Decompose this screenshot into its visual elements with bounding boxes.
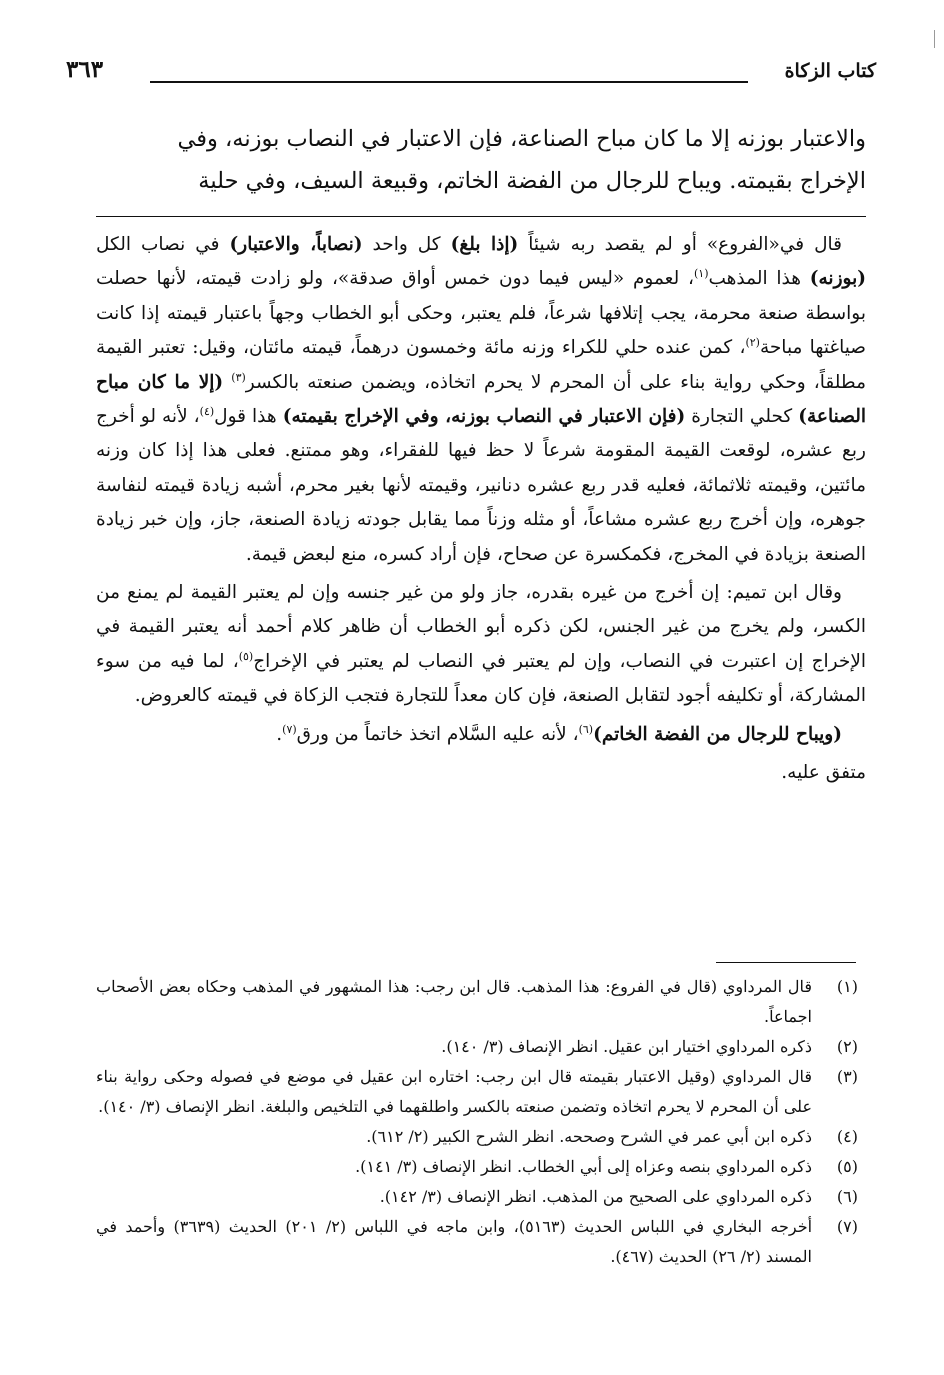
footnote-number: (٧) (836, 1217, 858, 1236)
commentary-run: ، لما فيه من سوء المشاركة، أو تكليفه أجود لتقابل الصنعة، فإن كان معداً للتجارة فتجب الزكاة في قيمته كالعروض. (96, 650, 866, 707)
footnotes (96, 972, 858, 1272)
footnote-ref[interactable]: (٧) (282, 722, 297, 736)
commentary-run: كحلي التجارة (685, 406, 799, 428)
footnote-number: (١) (836, 977, 858, 996)
commentary-run: ، لأنه لو أخرج ربع عشره، لوقعت القيمة المقومة شرعاً لا حظ فيها للفقراء، وهو ممتنع. فعلى هذا إذا كان وزنه مائتين، وقيمته ثلاثمائة، فعليه قدر ربع عشره دنانير، وقيمته لأنها بغير محرم، أشبه زيادة قيمته لنفاسة جوهره، وإن أخرج ربع عشره مشاعاً، أو مثله وزناً مما يقابل جودته زيادة الصنعة، جاز، وإن خبر زيادة الصنعة بزيادة في المخرج، فكمكسرة عن صحاح، فإن أراد كسره، منع لبعض قيمة. (96, 406, 866, 565)
matn-quote: (بوزنه) (809, 268, 866, 290)
footnote-item (96, 1182, 858, 1212)
commentary-run: في نصاب الكل (96, 234, 230, 255)
footnote-item (96, 1062, 858, 1122)
commentary-paragraph (96, 576, 866, 714)
matn-quote: (إلا ما كان مباح الصناعة) (96, 371, 867, 428)
commentary-run: ، كمن عنده حلي للكراء وزنه مائة وخمسون درهماً، قيمته مائتان، وقيل: تعتبر القيمة مطلقاً، وحكي رواية بناء على أن المحرم لا يحرم اتخاذه، ويضمن صنعته بالكسر (96, 337, 866, 393)
commentary-paragraph (96, 718, 866, 752)
footnote-number: (٤) (836, 1127, 858, 1146)
footnote-ref[interactable]: (٤) (199, 404, 215, 418)
footnote-text: قال المرداوي (وقيل الاعتبار بقيمته قال ابن رجب: اختاره ابن عقيل في موضع في فصوله وحكى رواية بناء على أن المحرم لا يحرم اتخاذه وتضمن صنعته بالكسر واطلقهما في التلخيص والبلغة. انظر الإنصاف (٣/ ١٤٠). (96, 1067, 812, 1116)
footnote-ref[interactable]: (٢) (745, 336, 760, 350)
commentary-run: . (276, 723, 283, 745)
footnote-ref[interactable]: (٦) (578, 722, 594, 736)
footnote-number: (٦) (836, 1187, 858, 1206)
footnote-text: أخرجه البخاري في اللباس الحديث (٥١٦٣)، وابن ماجه في اللباس (٢/ ٢٠١) الحديث (٣٦٣٩) وأحمد في المسند (٢/ ٢٦) الحديث (٤٦٧). (96, 1217, 813, 1266)
footnote-ref[interactable]: (١) (693, 267, 709, 281)
scan-edge-mark (934, 30, 935, 48)
footnote-number: (٣) (836, 1067, 858, 1086)
commentary-paragraph: متفق عليه. (781, 762, 866, 784)
page-header (66, 46, 876, 96)
commentary-run: قال في«الفروع» أو لم يقصد ربه شيئاً (518, 234, 842, 255)
commentary-run: وقال ابن تميم: إن أخرج من غيره بقدره، جاز ولو من غير جنسه وإن لم يعتبر القيمة لم يمنع من الكسر، ولم يخرج من غير الجنس، لكن ذكره أبو الخطاب أن ظاهر كلام أحمد أنه يعتبر القيمة في الإخراج إن اعتبرت في النصاب، وإن لم يعتبر في النصاب لم يعتبر في الإخراج (96, 582, 867, 672)
footnote-item (96, 972, 858, 1032)
footnote-text: ذكره المرداوي اختيار ابن عقيل. انظر الإنصاف (٣/ ١٤٠). (441, 1037, 812, 1056)
main-text-line: والاعتبار بوزنه إلا ما كان مباح الصناعة، فإن الاعتبار في النصاب بوزنه، وفي (177, 126, 866, 152)
commentary-run: ، لأنه عليه السَّلام اتخذ خاتماً من ورق (296, 723, 579, 745)
commentary-run: هذا المذهب (708, 268, 810, 290)
footnote-text: ذكره المرداوي بنصه وعزاه إلى أبي الخطاب. انظر الإنصاف (٣/ ١٤١). (355, 1157, 812, 1176)
matn-quote: (نصاباً، والاعتبار) (229, 234, 363, 255)
header-rule (150, 81, 748, 83)
footnote-text: قال المرداوي (قال في الفروع: هذا المذهب. قال ابن رجب: هذا المشهور في المذهب وحكاه بعض الأصحاب اجماعاً. (96, 977, 812, 1026)
commentary (96, 228, 866, 791)
main-text (96, 118, 866, 202)
footnote-item (96, 1032, 858, 1062)
matn-quote: (ويباح للرجال من الفضة الخاتم) (593, 723, 842, 745)
footnote-ref[interactable]: (٥) (238, 649, 254, 663)
footnote-item (96, 1212, 858, 1272)
matn-separator (96, 216, 866, 217)
chapter-title: كتاب الزكاة (784, 60, 876, 82)
commentary-run: هذا قول (214, 406, 283, 428)
footnote-item (96, 1152, 858, 1182)
footnote-number: (٥) (836, 1157, 858, 1176)
commentary-run: ، لعموم «ليس فيما دون خمس أواق صدقة»، ولو زادت قيمته، لأنها حصلت بواسطة صنعة محرمة، يجب إتلافها شرعاً، فلم يعتبر، وحكى أبو الخطاب وجهاً باعتبار قيمته إذا كانت صياغتها مباحة (96, 268, 867, 359)
main-text-line: الإخراج بقيمته. ويباح للرجال من الفضة الخاتم، وقبيعة السيف، وفي حلية (198, 168, 866, 194)
matn-quote: (فإن الاعتبار في النصاب بوزنه، وفي الإخراج بقيمته) (282, 406, 686, 428)
page-number: ٣٦٣ (66, 56, 104, 83)
footnote-text: ذكره المرداوي على الصحيح من المذهب. انظر الإنصاف (٣/ ١٤٢). (379, 1187, 812, 1206)
commentary-paragraph (96, 228, 866, 572)
footnote-text: ذكره ابن أبي عمر في الشرح وصححه. انظر الشرح الكبير (٢/ ٦١٢). (366, 1127, 812, 1146)
footnote-number: (٢) (836, 1037, 858, 1056)
footnote-ref[interactable]: (٣) (231, 370, 246, 384)
footnote-item (96, 1122, 858, 1152)
matn-quote: (إذا بلغ) (450, 234, 519, 255)
footnote-separator (716, 962, 856, 963)
commentary-run: كل واحد (362, 234, 451, 255)
